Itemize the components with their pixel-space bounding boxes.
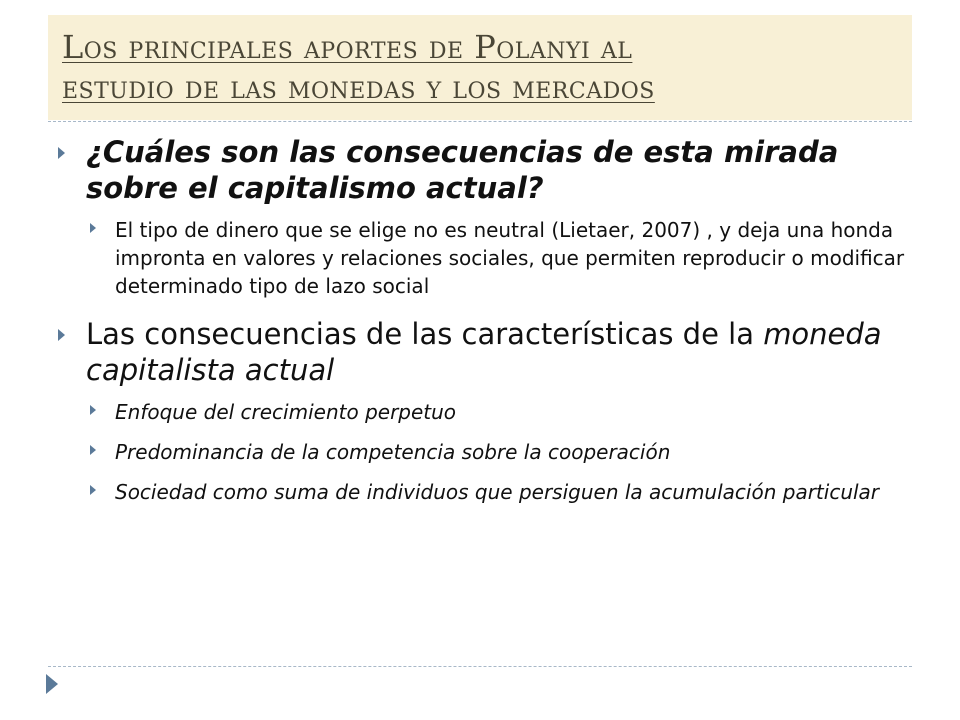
bullet-1-sub-1 [52,216,912,300]
bullet-1-sub-1-text: El tipo de dinero que se elige no es neutral (Lietaer, 2007) , y deja una honda impronta en valores y relaciones sociales, que permiten reproducir o modificar determinado tipo de lazo social [115,218,905,298]
bullet-2 [52,316,912,388]
sub-bullet-arrow-icon [90,445,96,455]
slide-title [62,27,898,107]
title-box [48,15,912,120]
bullet-2-sub-3-text: Sociedad como suma de individuos que persiguen la acumulación particular [115,480,880,504]
sub-bullet-arrow-icon [90,223,96,233]
corner-arrow-icon [46,674,58,694]
bullet-2-text: Las consecuencias de las características de la [86,317,754,351]
bullet-2-sub-2-text: Predominancia de la competencia sobre la cooperación [115,440,671,464]
slide-content [52,134,912,518]
slide-title-line1: Los principales aportes de Polanyi al [62,28,633,66]
bullet-1 [52,134,912,206]
bullet-2-text-italic: moneda capitalista actual [86,317,882,387]
top-divider [48,121,912,122]
sub-bullet-arrow-icon [90,485,96,495]
bullet-2-sub-2 [52,438,912,466]
sub-bullet-arrow-icon [90,405,96,415]
bullet-arrow-icon [58,329,65,341]
bullet-1-text: ¿Cuáles son las consecuencias de esta mirada sobre el capitalismo actual? [86,135,839,205]
bullet-2-sub-1-text: Enfoque del crecimiento perpetuo [115,400,457,424]
bullet-2-sub-3 [52,478,912,506]
bullet-arrow-icon [58,147,65,159]
slide-title-line2: estudio de las monedas y los mercados [62,68,655,106]
bullet-2-sub-1 [52,398,912,426]
bottom-divider [48,666,912,667]
